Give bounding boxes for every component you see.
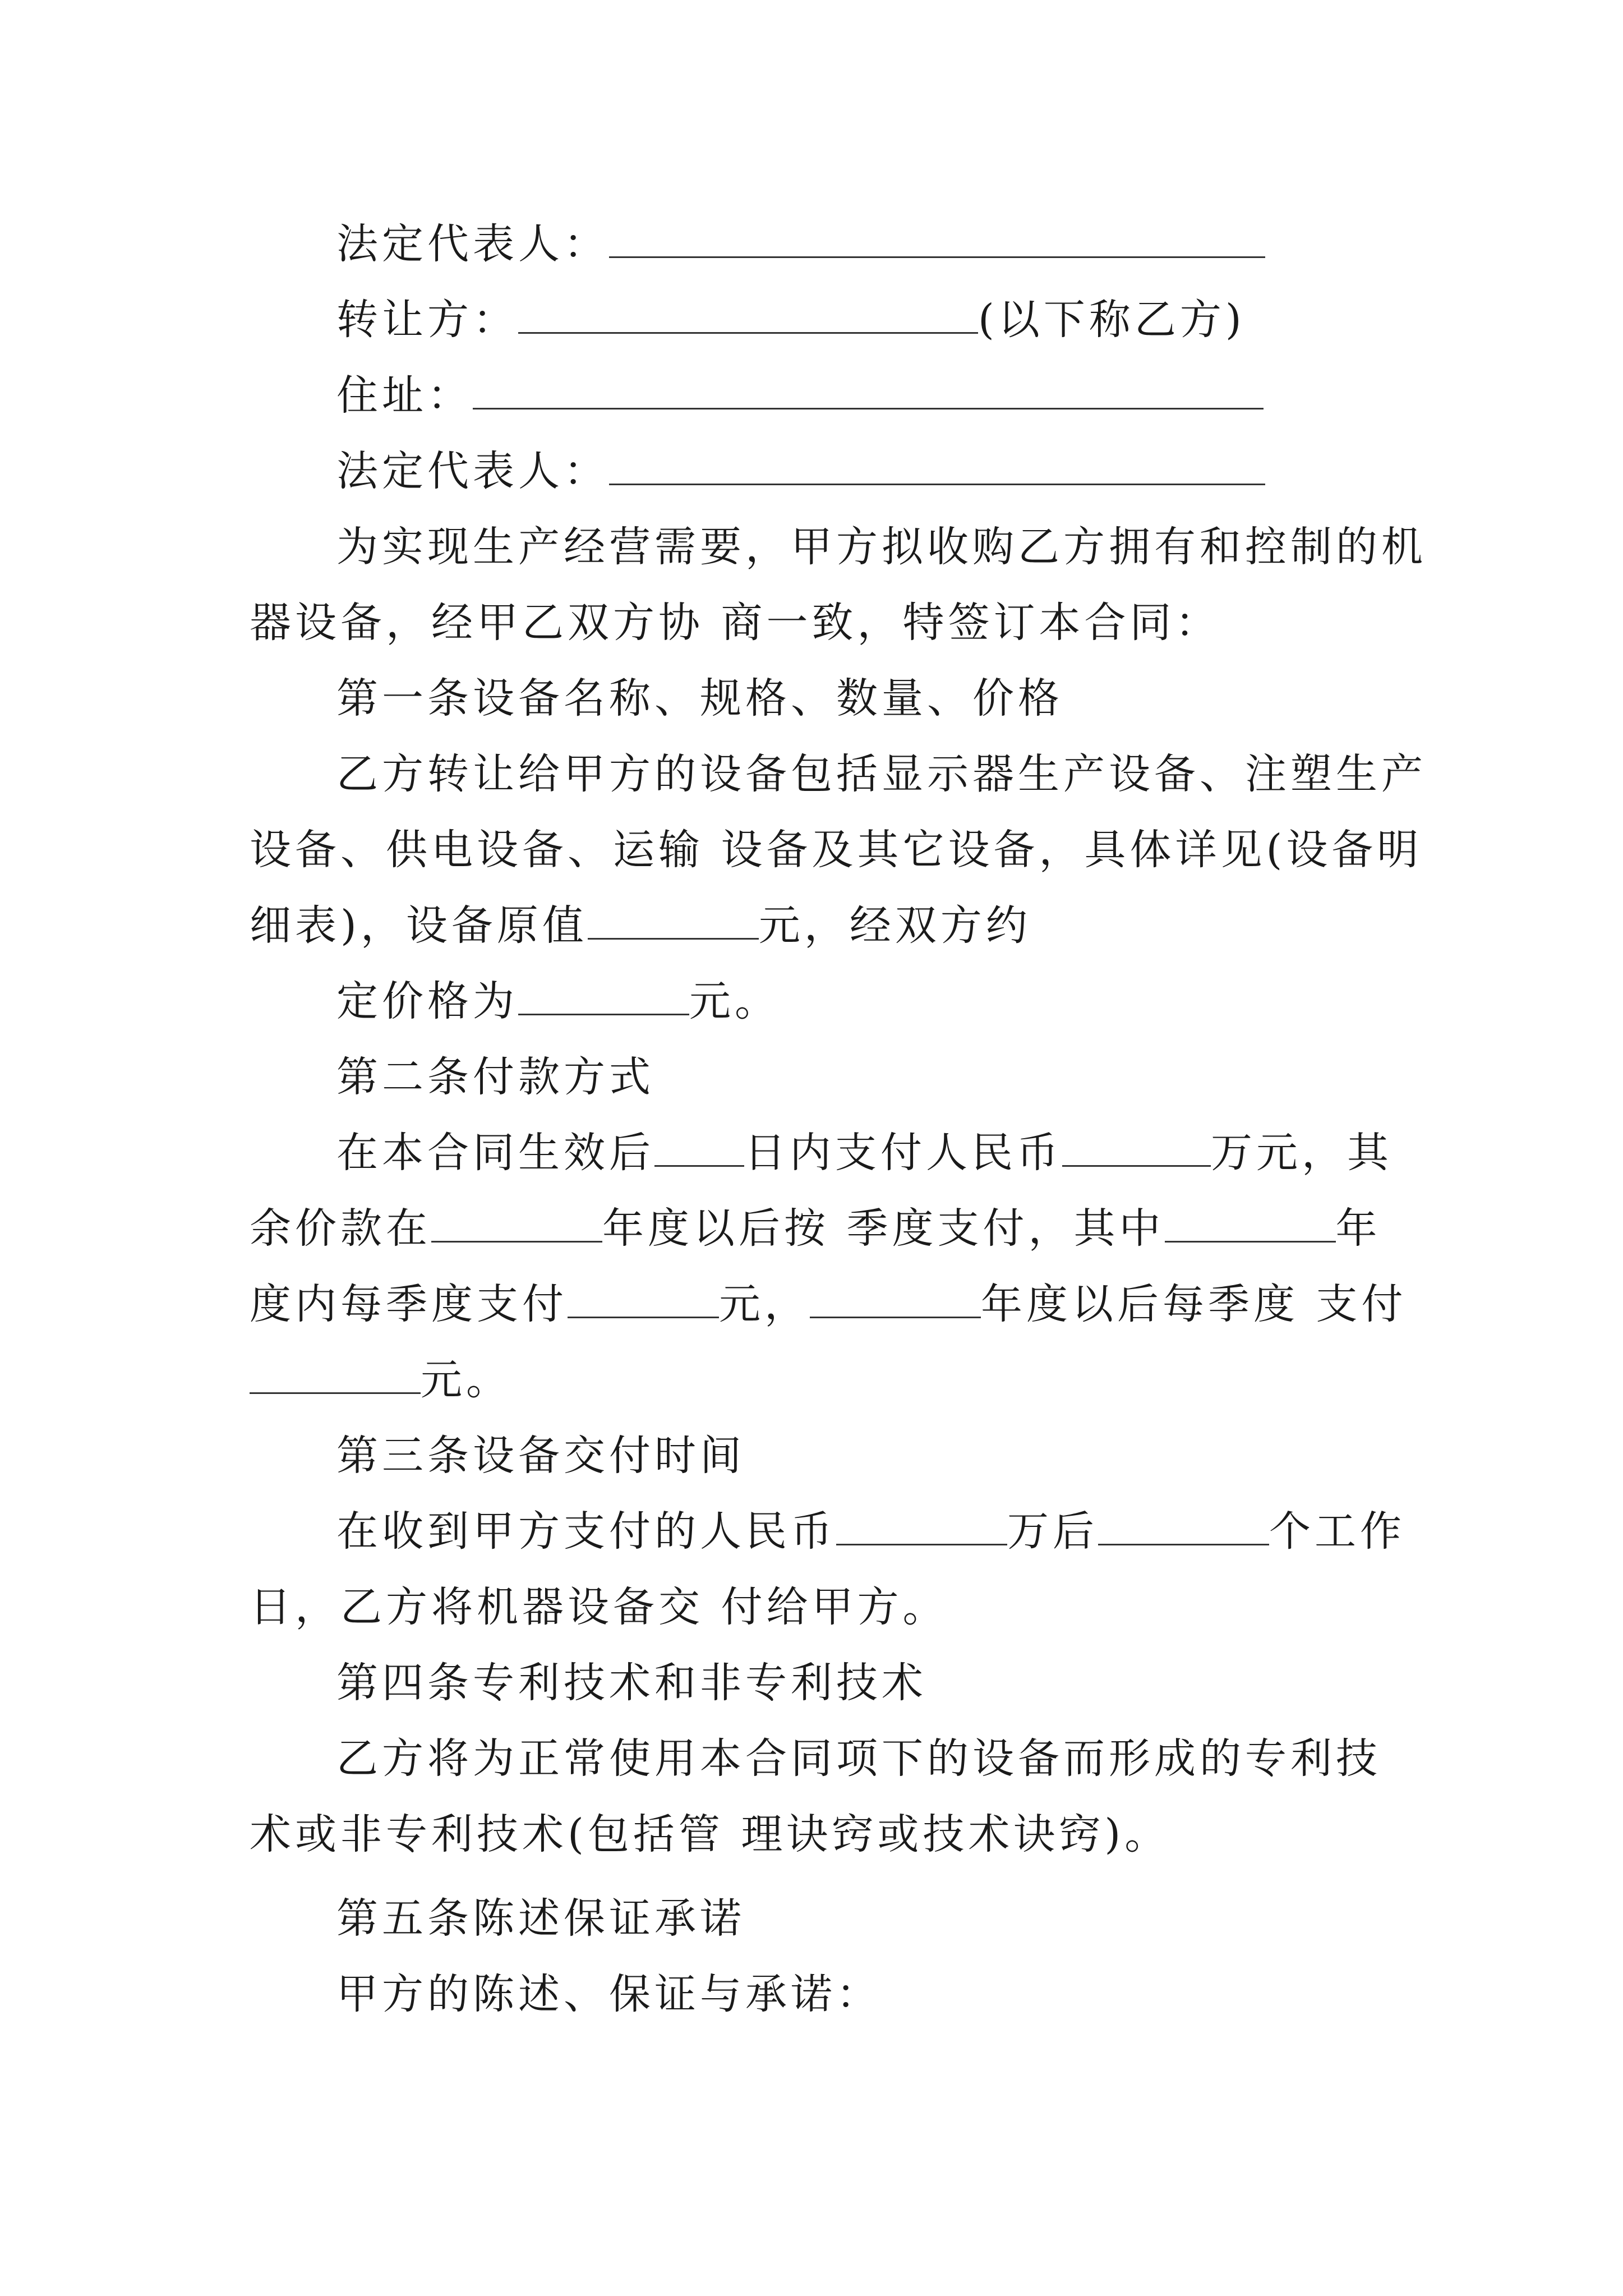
days-blank (654, 1133, 744, 1167)
year-blank (1165, 1208, 1336, 1243)
article1-line-3 (250, 898, 1031, 954)
address-label: 住址： (336, 371, 473, 420)
article1-line-1: 乙方转让给甲方的设备包括显示器生产设备、注塑生产 (336, 750, 1427, 798)
legal-rep-field-1 (336, 216, 1265, 272)
address-blank (473, 375, 1264, 409)
legal-rep-label: 法定代表人： (336, 447, 609, 495)
amount-blank (1062, 1133, 1211, 1167)
year-blank (431, 1208, 602, 1243)
legal-rep-blank (609, 451, 1265, 485)
article2-line-3 (250, 1276, 1407, 1332)
text-segment: 度内每季度支付 (250, 1280, 568, 1328)
text-segment: 元， (719, 1280, 810, 1328)
article3-line-1 (336, 1503, 1405, 1559)
article1-line-2: 设备、供电设备、运输 设备及其它设备，具体详见(设备明 (250, 826, 1423, 874)
transferor-label: 转让方： (336, 296, 518, 344)
article2-line-4 (250, 1352, 511, 1408)
year-blank (810, 1284, 981, 1318)
article4-line-1: 乙方将为正常使用本合同项下的设备而形成的专利技 (336, 1734, 1381, 1783)
article5-title: 第五条陈述保证承诺 (336, 1894, 745, 1943)
text-segment: 日内支付人民币 (744, 1129, 1062, 1177)
workdays-blank (1098, 1511, 1269, 1545)
text-segment: 定价格为 (336, 977, 518, 1025)
article2-title: 第二条付款方式 (336, 1053, 654, 1101)
text-segment: 元。 (689, 977, 780, 1025)
text-segment: 在本合同生效后 (336, 1129, 654, 1177)
preamble-line-2: 器设备，经甲乙双方协 商一致，特签订本合同： (250, 599, 1221, 647)
legal-rep-field-2 (336, 443, 1265, 499)
text-segment: 年度以后每季度 支付 (981, 1280, 1407, 1328)
quarterly-amount-blank (250, 1360, 421, 1394)
article2-line-1 (336, 1125, 1393, 1181)
original-value-blank (588, 905, 759, 940)
article3-title: 第三条设备交付时间 (336, 1432, 745, 1480)
text-segment: 年 (1335, 1204, 1381, 1253)
text-segment: 细表)，设备原值 (250, 901, 588, 950)
article1-line-4 (336, 973, 780, 1029)
transferor-suffix: (以下称乙方) (978, 296, 1246, 344)
amount-blank (836, 1511, 1007, 1545)
preamble-line-1: 为实现生产经营需要，甲方拟收购乙方拥有和控制的机 (336, 523, 1427, 571)
article4-line-2: 术或非专利技术(包括管 理诀窍或技术诀窍)。 (250, 1810, 1170, 1858)
text-segment: 元，经双方约 (758, 901, 1031, 950)
text-segment: 元。 (421, 1356, 511, 1404)
text-segment: 万元，其 (1211, 1129, 1393, 1177)
legal-rep-blank (609, 224, 1265, 258)
quarterly-amount-blank (568, 1284, 719, 1318)
text-segment: 在收到甲方支付的人民币 (336, 1507, 836, 1556)
text-segment: 万后 (1007, 1507, 1098, 1556)
text-segment: 个工作 (1269, 1507, 1405, 1556)
transferor-blank (518, 300, 978, 334)
article2-line-2 (250, 1200, 1381, 1257)
address-field (336, 367, 1264, 424)
text-segment: 年度以后按 季度支付，其中 (602, 1204, 1165, 1253)
article5-line-1: 甲方的陈述、保证与承诺： (336, 1970, 882, 2018)
agreed-price-blank (518, 981, 689, 1015)
transferor-field (336, 292, 1246, 348)
article4-title: 第四条专利技术和非专利技术 (336, 1659, 927, 1707)
article3-line-2: 日，乙方将机器设备交 付给甲方。 (250, 1583, 948, 1631)
legal-rep-label: 法定代表人： (336, 220, 609, 268)
article1-title: 第一条设备名称、规格、数量、价格 (336, 674, 1063, 723)
text-segment: 余价款在 (250, 1204, 431, 1253)
